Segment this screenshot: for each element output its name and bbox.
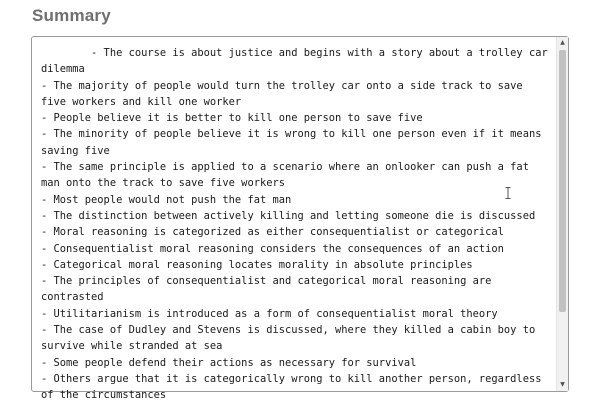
scroll-down-arrow-icon[interactable]: ▼ xyxy=(560,381,565,388)
scrollbar-thumb[interactable] xyxy=(559,50,566,312)
summary-heading: Summary xyxy=(32,6,111,25)
vertical-scrollbar[interactable] xyxy=(556,37,568,391)
scroll-up-arrow-icon[interactable]: ▲ xyxy=(560,39,565,46)
summary-text[interactable]: - The course is about justice and begins with a story about a trolley car dilemma - The majority of people would turn the trolley car onto a side track to save five workers and kill one worker - People believe it is better to kill one person to save five - The minority of people believe it is wrong to kill one person even if it means saving five - The same principle is applied to a scenario where an onlooker can push a fat man onto the track to save five workers - Most people would not push the fat man - The distinction between actively killing and letting someone die is discussed - Moral reasoning is categorized as either consequentialist or categorical - Consequentialist moral reasoning considers the consequences of an action - Categorical moral reasoning locates morality in absolute principles - The principles of consequentialist and categorical moral reasoning are contrasted - Utilitarianism is introduced as a form of consequentialist moral theory - The case of Dudley and Stevens is discussed, where they killed a cabin boy to survive while stranded at sea - Some people defend their actions as necessary for survival - Others argue that it is categorically wrong to kill another person, regardless of the circumstances xyxy=(41,47,548,402)
text-cursor-icon xyxy=(505,187,511,199)
summary-textarea[interactable] xyxy=(31,36,569,402)
